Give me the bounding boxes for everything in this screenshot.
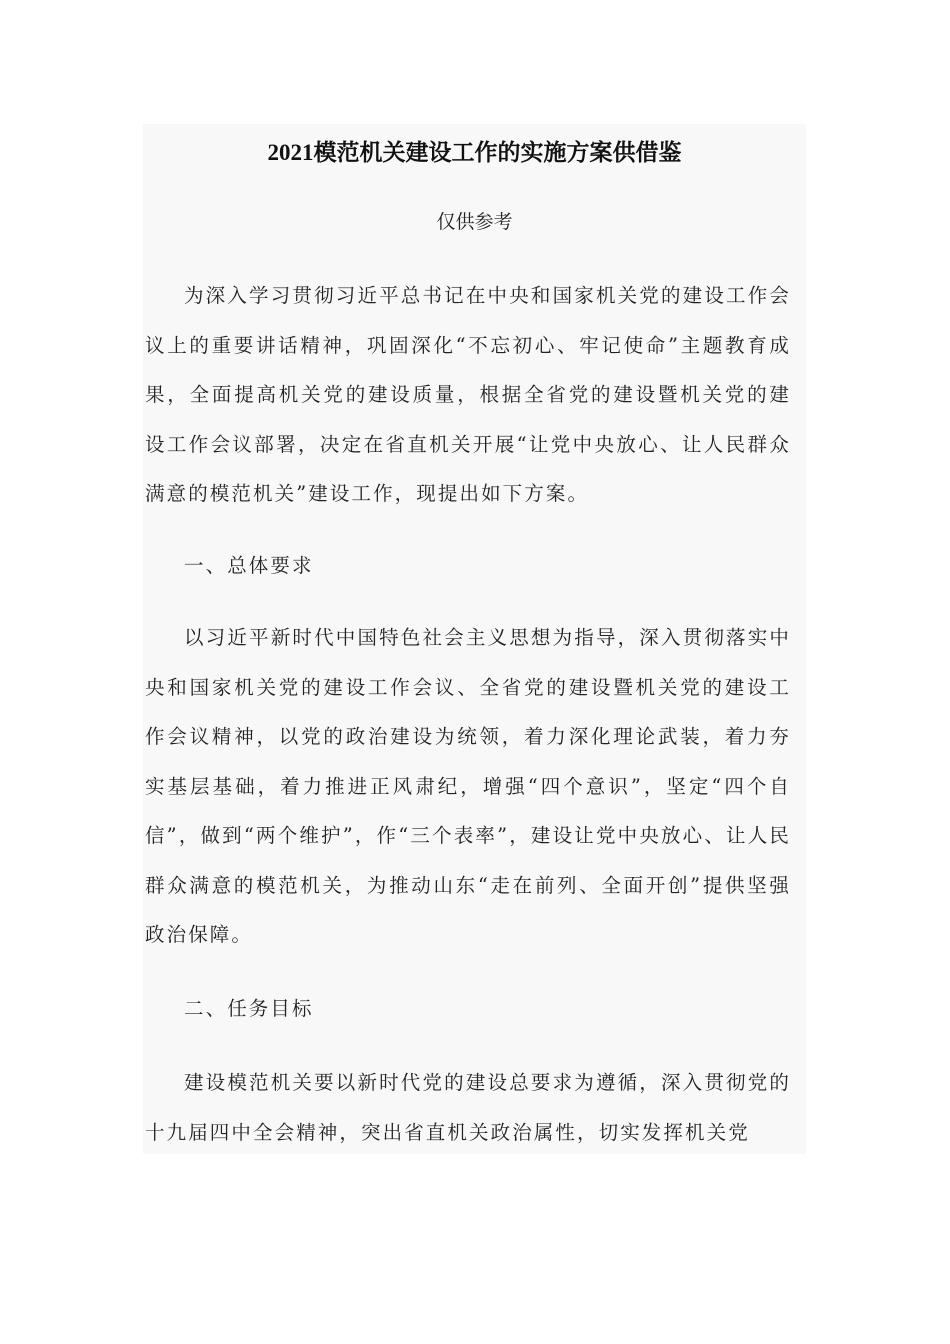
document-title: 2021模范机关建设工作的实施方案供借鉴 — [267, 140, 682, 165]
general-requirements-paragraph: 以习近平新时代中国特色社会主义思想为指导，深入贯彻落实中央和国家机关党的建设工作会议、全省党的建设暨机关党的建设工作会议精神，以党的政治建设为统领，着力深化理论武装，着力夯实基层基础，着力推进正风肃纪，增强“四个意识”，坚定“四个自信”，做到“两个维护”，作“三个表率”，建设让党中央放心、让人民群众满意的模范机关，为推动山东“走在前列、全面开创”提供坚强政治保障。 — [145, 626, 791, 946]
section-heading-task-goals: 二、任务目标 — [184, 997, 314, 1020]
intro-paragraph: 为深入学习贯彻习近平总书记在中央和国家机关党的建设工作会议上的重要讲话精神，巩固深化“不忘初心、牢记使命”主题教育成果，全面提高机关党的建设质量，根据全省党的建设暨机关党的建设工作会议部署，决定在省直机关开展“让党中央放心、让人民群众满意的模范机关”建设工作，现提出如下方案。 — [145, 284, 791, 505]
document-page — [143, 124, 806, 1154]
section-heading-general-requirements: 一、总体要求 — [184, 554, 314, 577]
task-goals-paragraph: 建设模范机关要以新时代党的建设总要求为遵循，深入贯彻党的十九届四中全会精神，突出省直机关政治属性，切实发挥机关党 — [145, 1071, 791, 1144]
document-subtitle: 仅供参考 — [436, 211, 513, 233]
